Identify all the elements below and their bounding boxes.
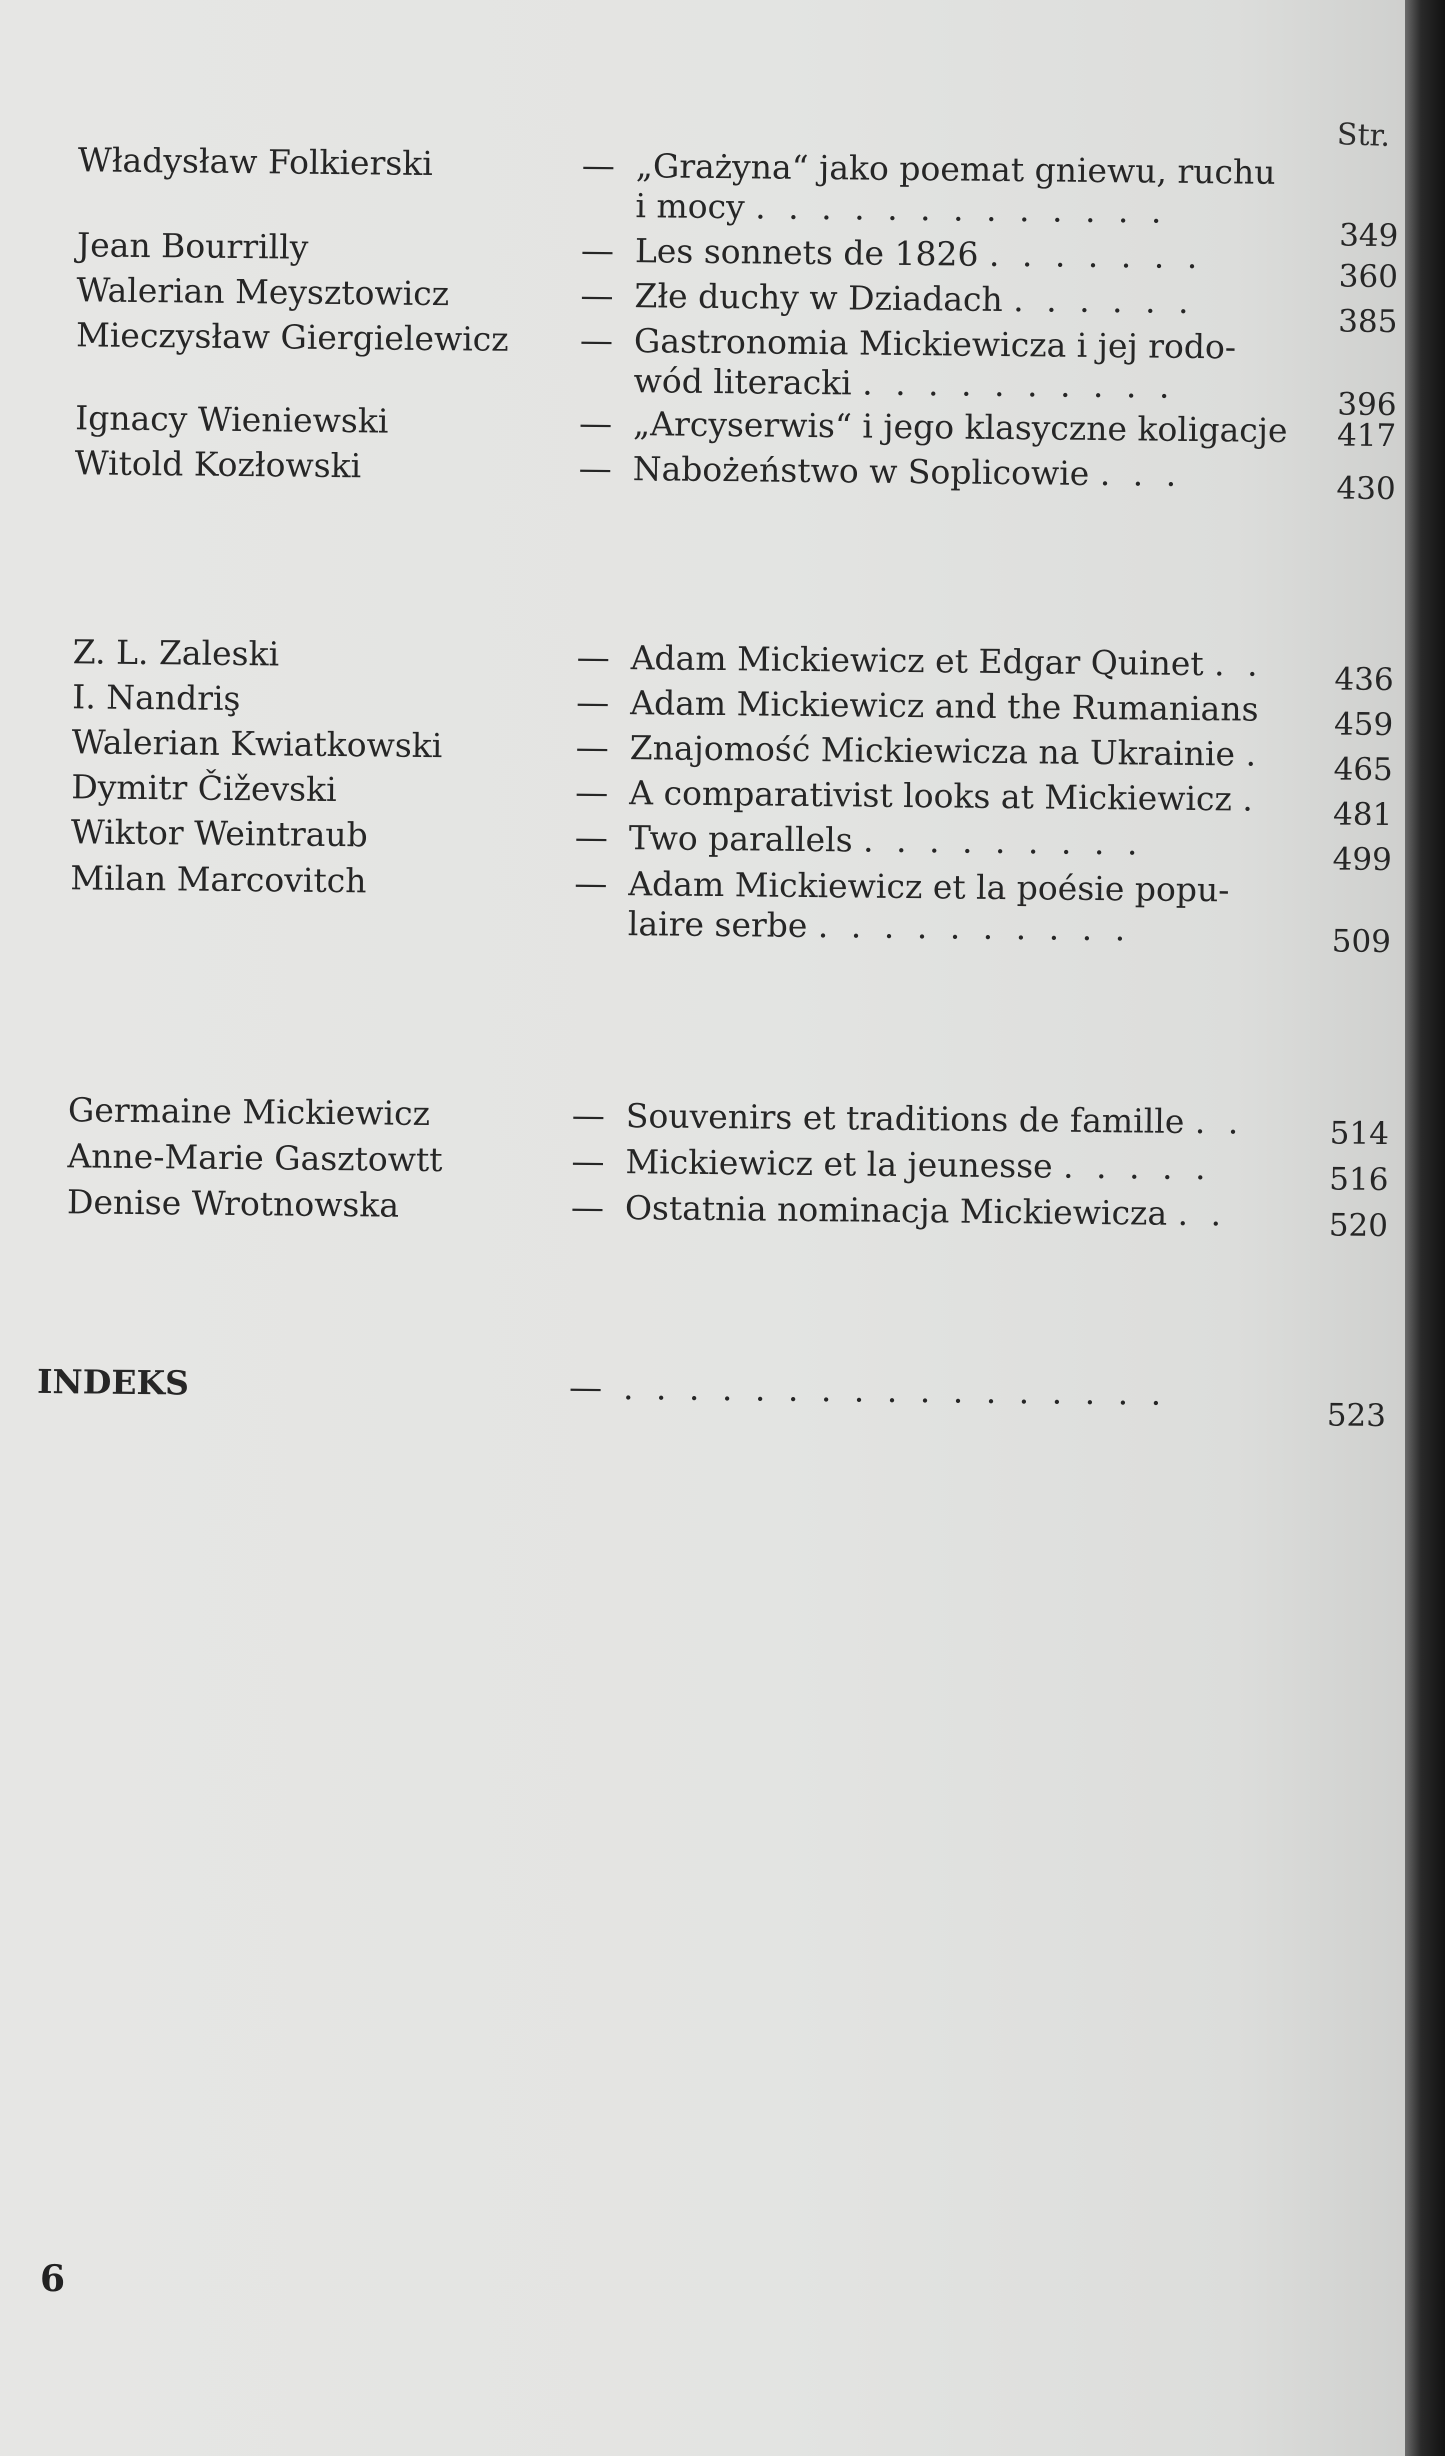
- entry-author: Wiktor Weintraub: [70, 812, 368, 855]
- entry-title-line: Ostatnia nominacja Mickiewicza: [624, 1188, 1168, 1233]
- dot-leader: . . . . . .: [1013, 280, 1195, 321]
- entry-page-number: 396: [1337, 386, 1397, 424]
- dot-leader: . . . . .: [1062, 1146, 1212, 1188]
- entry-dash: —: [575, 772, 609, 812]
- dot-leader: . . . . . . . . . . . . . . . . .: [622, 1368, 1168, 1413]
- dot-leader: . . . . . . .: [988, 234, 1204, 277]
- page-number: 6: [40, 2258, 66, 2300]
- entry-title: [635, 146, 1298, 233]
- entry-title-line: Nabożeństwo w Soplicowie: [632, 449, 1090, 493]
- entry-page-number: 436: [1334, 661, 1394, 699]
- toc-entry: [0, 1089, 1395, 1153]
- entry-page-number: 385: [1338, 303, 1398, 341]
- entry-author: Mieczysław Giergielewicz: [75, 315, 509, 359]
- entry-title-line: Znajomość Mickiewicza na Ukrainie: [629, 728, 1236, 774]
- entry-author: Walerian Kwiatkowski: [71, 722, 443, 766]
- entry-author: Anne-Marie Gasztowtt: [67, 1136, 443, 1180]
- entry-title-line: „Arcyserwis“ i jego klasyczne koligacje: [632, 404, 1288, 450]
- entry-page-number: 481: [1332, 796, 1393, 834]
- entry-page-number: 430: [1336, 470, 1396, 508]
- entry-title-line: Adam Mickiewicz et la poésie popu-: [628, 864, 1230, 910]
- entry-title: [631, 638, 1293, 685]
- entry-dash: —: [571, 1141, 605, 1181]
- entry-dash: —: [571, 1095, 606, 1135]
- entry-page-number: 465: [1333, 751, 1393, 789]
- entry-author: Witold Kozłowski: [74, 443, 362, 486]
- entry-page-number: 516: [1329, 1161, 1389, 1199]
- book-spine-edge: [1405, 0, 1445, 2456]
- entry-dash: —: [580, 230, 615, 270]
- entry-dash: —: [568, 1367, 603, 1407]
- entry-dash: —: [574, 863, 608, 903]
- entry-author: Germaine Mickiewicz: [67, 1090, 431, 1134]
- entry-dash: —: [578, 448, 612, 488]
- index-label: INDEKS: [36, 1361, 190, 1403]
- entry-title: [629, 818, 1291, 865]
- entry-title: [628, 864, 1291, 951]
- entry-dash: —: [575, 727, 609, 767]
- dot-leader: . . . . . . . . .: [862, 820, 1144, 863]
- entry-title-line: Mickiewicz et la jeunesse: [625, 1142, 1053, 1186]
- entry-author: Denise Wrotnowska: [66, 1182, 400, 1225]
- dot-leader: . . . . . . . . . .: [817, 906, 1132, 949]
- toc-index-entry: [0, 1361, 1392, 1435]
- entry-title: [633, 404, 1295, 451]
- entry-title: [629, 773, 1291, 820]
- entry-title-line: A comparativist looks at Mickiewicz: [629, 773, 1233, 819]
- dot-leader: .: [1242, 779, 1260, 819]
- dot-leader: .: [1245, 734, 1263, 774]
- entry-dash: —: [570, 1187, 605, 1227]
- entry-title: [626, 1096, 1288, 1143]
- entry-author: I. Nandriş: [72, 677, 241, 719]
- entry-page-number: 349: [1338, 217, 1399, 255]
- entry-title-line: Souvenirs et traditions de famille: [625, 1096, 1185, 1141]
- entry-page-number: 523: [1326, 1397, 1387, 1435]
- entry-author: Walerian Meysztowicz: [76, 270, 450, 314]
- entry-title: [625, 1188, 1287, 1235]
- entry-title: [634, 276, 1296, 323]
- entry-dash: —: [574, 817, 609, 857]
- entry-title-line: laire serbe: [627, 904, 808, 945]
- entry-author: Jean Bourrilly: [76, 225, 309, 267]
- entry-title: [630, 728, 1292, 775]
- entry-dash: —: [576, 637, 610, 677]
- entry-page-number: 417: [1336, 417, 1397, 455]
- entry-author: Ignacy Wieniewski: [74, 398, 389, 441]
- entry-page-number: 509: [1331, 923, 1392, 961]
- entry-title: [630, 683, 1292, 730]
- dot-leader: . .: [1177, 1193, 1228, 1234]
- entry-author: Milan Marcovitch: [70, 858, 367, 901]
- entry-author: Dymitr Čiževski: [71, 767, 337, 810]
- entry-dash: —: [579, 320, 614, 360]
- entry-page-number: 520: [1328, 1207, 1389, 1245]
- entry-title-line: Adam Mickiewicz and the Rumanians: [630, 683, 1259, 729]
- entry-page-number: 514: [1329, 1115, 1390, 1153]
- dot-leader: . . . . . . . . . . . . .: [755, 187, 1168, 231]
- entry-page-number: 499: [1332, 841, 1392, 879]
- entry-page-number: 459: [1333, 706, 1394, 744]
- entry-title: [635, 231, 1297, 278]
- entry-title-line: Złe duchy w Dziadach: [634, 276, 1003, 319]
- entry-title-line: Two parallels: [628, 818, 853, 860]
- entry-title-line: wód literacki: [633, 361, 852, 403]
- dot-leader: . . . . . . . . . .: [862, 363, 1176, 406]
- entry-dash: —: [578, 403, 613, 443]
- entry-title: [633, 321, 1296, 408]
- dot-leader: . . .: [1099, 454, 1183, 494]
- entry-title-line: Adam Mickiewicz et Edgar Quinet: [630, 638, 1204, 684]
- entry-dash: —: [581, 145, 616, 185]
- entry-page-number: 360: [1338, 258, 1399, 296]
- entry-author: Władysław Folkierski: [77, 140, 434, 184]
- entry-dash: —: [576, 682, 610, 722]
- entry-title: [625, 1142, 1287, 1189]
- dot-leader: . .: [1194, 1102, 1245, 1142]
- dot-leader: . .: [1213, 644, 1264, 684]
- entry-title: [623, 1368, 1285, 1415]
- entry-title-line: i mocy: [635, 186, 745, 227]
- entry-title-line: Gastronomia Mickiewicza i jej rodo-: [633, 321, 1237, 367]
- entry-title: [632, 449, 1294, 496]
- entry-author: Z. L. Zaleski: [72, 632, 280, 674]
- entry-dash: —: [580, 275, 614, 315]
- entry-title-line: Les sonnets de 1826: [634, 231, 979, 274]
- entry-title-line: „Grażyna“ jako poemat gniewu, ruchu: [635, 146, 1276, 192]
- page-column-header: Str.: [1336, 117, 1391, 154]
